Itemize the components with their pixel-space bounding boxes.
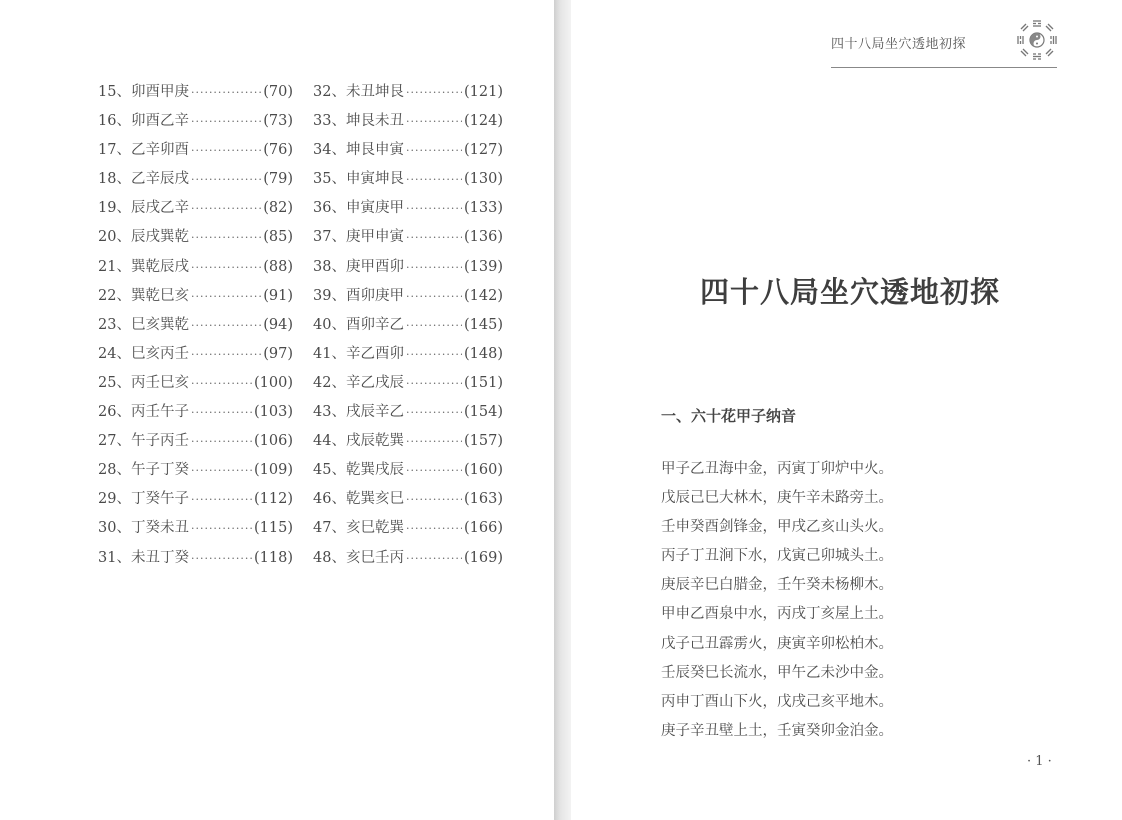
toc-entry [313,80,503,109]
toc-page-number: (94) [263,316,293,333]
toc-entry-title: 35、申寅坤艮 [313,171,404,188]
toc-page-number: (169) [464,549,503,566]
toc-entry-title: 17、乙辛卯酉 [98,142,189,159]
toc-entry-title: 42、辛乙戌辰 [313,374,404,391]
toc-entry-title: 47、亥巳乾巽 [313,520,404,537]
toc-entry [313,400,503,429]
toc-leader-dots [406,435,462,448]
toc-leader-dots [406,144,462,157]
toc-entry [313,342,503,371]
toc-leader-dots [406,406,462,419]
toc-entry [98,196,293,225]
toc-entry [313,516,503,545]
header-rule [831,67,1057,68]
toc-entry [98,487,293,516]
toc-page-number: (166) [464,520,503,537]
toc-page-number: (136) [464,229,503,246]
toc-entry [98,109,293,138]
toc-entry [98,255,293,284]
toc-entry-title: 31、未丑丁癸 [98,549,189,566]
verse-line: 丙申丁酉山下火，戊戌己亥平地木。 [661,693,893,710]
toc-entry-title: 27、午子丙壬 [98,433,189,450]
toc-page-number: (118) [254,549,293,566]
toc-entry [313,167,503,196]
toc-page-number: (139) [464,258,503,275]
toc-entry [313,458,503,487]
toc-entry [98,138,293,167]
toc-entry [313,284,503,313]
toc-entry-title: 43、戌辰辛乙 [313,404,404,421]
toc-page-number: (142) [464,287,503,304]
toc-entry-title: 38、庚甲酉卯 [313,258,404,275]
toc-entry-title: 23、巳亥巽乾 [98,316,189,333]
toc-entry-title: 19、辰戌乙辛 [98,200,189,217]
toc-leader-dots [191,173,261,186]
toc-page-number: (100) [254,374,293,391]
toc-page-number: (148) [464,345,503,362]
toc-page-number: (127) [464,142,503,159]
toc-leader-dots [406,261,462,274]
toc-entry [98,80,293,109]
toc-entry-title: 40、酉卯辛乙 [313,316,404,333]
toc-page-number: (97) [263,345,293,362]
toc-entry-title: 24、巳亥丙壬 [98,345,189,362]
chapter-title: 四十八局坐穴透地初探 [700,275,1001,309]
toc-entry-title: 15、卯酉甲庚 [98,84,189,100]
toc-page-number: (109) [254,462,293,479]
toc-entry [313,109,503,138]
toc-leader-dots [191,261,261,274]
toc-page-number: (70) [263,84,293,100]
toc-leader-dots [191,406,252,419]
toc-entry-title: 30、丁癸未丑 [98,520,189,537]
toc-entry [98,284,293,313]
toc-entry [98,371,293,400]
toc-leader-dots [406,290,462,303]
toc-entry [98,516,293,545]
toc-leader-dots [406,319,462,332]
toc-page-number: (157) [464,433,503,450]
toc-page-number: (121) [464,84,503,100]
toc-leader-dots [191,493,252,506]
toc-entry [98,546,293,575]
toc-entry [98,225,293,254]
toc-entry-title: 36、申寅庚甲 [313,200,404,217]
toc-entry-title: 37、庚甲申寅 [313,229,404,246]
toc-entry-title: 41、辛乙酉卯 [313,345,404,362]
toc-entry-title: 48、亥巳壬丙 [313,549,404,566]
toc-entry [313,546,503,575]
toc-entry [313,487,503,516]
toc-leader-dots [191,202,261,215]
toc-entry [98,458,293,487]
toc-entry-title: 25、丙壬巳亥 [98,374,189,391]
page-number: · 1 · [1027,754,1052,769]
toc-page-number: (163) [464,491,503,508]
toc-entry [313,429,503,458]
toc-entry-title: 45、乾巽戌辰 [313,462,404,479]
toc-entry [313,196,503,225]
toc-entry-title: 28、午子丁癸 [98,462,189,479]
toc-entry-title: 22、巽乾巳亥 [98,287,189,304]
toc-entry-title: 32、未丑坤艮 [313,84,404,100]
toc-leader-dots [191,290,261,303]
toc-leader-dots [406,115,462,128]
toc-entry-title: 44、戌辰乾巽 [313,433,404,450]
toc-entry-title: 46、乾巽亥巳 [313,491,404,508]
toc-leader-dots [191,377,252,390]
toc-entry [98,342,293,371]
toc-page-number: (82) [263,200,293,217]
toc-column-2 [313,80,503,575]
verse-line: 丙子丁丑涧下水，戊寅己卯城头土。 [661,548,893,565]
toc-leader-dots [191,86,261,99]
running-header: 四十八局坐穴透地初探 [831,37,967,52]
toc-page-number: (130) [464,171,503,188]
book-gutter-right [560,0,571,820]
toc-entry-title: 16、卯酉乙辛 [98,113,189,130]
toc-leader-dots [191,231,261,244]
toc-leader-dots [191,435,252,448]
toc-page-number: (85) [263,229,293,246]
toc-entry [313,138,503,167]
verse-line: 庚子辛丑壁上土，壬寅癸卯金泊金。 [661,722,893,739]
toc-page-number: (79) [263,171,293,188]
toc-page-number: (106) [254,433,293,450]
toc-entry-title: 33、坤艮未丑 [313,113,404,130]
toc-entry-title: 34、坤艮申寅 [313,142,404,159]
toc-leader-dots [191,319,261,332]
toc-entry [98,429,293,458]
toc-leader-dots [406,552,462,565]
toc-entry-title: 18、乙辛辰戌 [98,171,189,188]
verse-line: 甲申乙酉泉中水，丙戌丁亥屋上土。 [661,606,893,623]
toc-leader-dots [406,464,462,477]
toc-leader-dots [406,231,462,244]
toc-leader-dots [406,202,462,215]
toc-entry [98,167,293,196]
toc-entry [313,255,503,284]
toc-page-number: (112) [254,491,293,508]
toc-page-number: (88) [263,258,293,275]
toc-entry-title: 26、丙壬午子 [98,404,189,421]
toc-page-number: (73) [263,113,293,130]
verse-line: 壬辰癸巳长流水，甲午乙未沙中金。 [661,664,893,681]
verse-line: 戊子己丑霹雳火，庚寅辛卯松柏木。 [661,635,893,652]
toc-leader-dots [191,144,261,157]
toc-entry [313,313,503,342]
toc-entry-title: 20、辰戌巽乾 [98,229,189,246]
toc-page-number: (160) [464,462,503,479]
toc-entry-title: 21、巽乾辰戌 [98,258,189,275]
toc-leader-dots [406,86,462,99]
verse-line: 戊辰己巳大林木，庚午辛未路旁土。 [661,490,893,507]
toc-leader-dots [406,348,462,361]
toc-leader-dots [406,493,462,506]
toc-page-number: (124) [464,113,503,130]
left-page [0,0,554,820]
toc-page-number: (151) [464,374,503,391]
toc-page-number: (154) [464,404,503,421]
toc-leader-dots [191,348,261,361]
verse-block [661,457,906,748]
toc-entry [313,225,503,254]
toc-page-number: (76) [263,142,293,159]
toc-leader-dots [406,377,462,390]
toc-leader-dots [191,115,261,128]
toc-entry [313,371,503,400]
toc-entry-title: 39、酉卯庚甲 [313,287,404,304]
toc-page-number: (133) [464,200,503,217]
toc-entry [98,400,293,429]
toc-page-number: (103) [254,404,293,421]
toc-leader-dots [406,522,462,535]
toc-entry-title: 29、丁癸午子 [98,491,189,508]
toc-leader-dots [191,464,252,477]
verse-line: 庚辰辛巳白腊金，壬午癸未杨柳木。 [661,577,893,594]
bagua-icon [1014,17,1060,63]
toc-leader-dots [191,522,252,535]
verse-line: 甲子乙丑海中金，丙寅丁卯炉中火。 [661,461,893,477]
verse-line: 壬申癸酉剑锋金，甲戌乙亥山头火。 [661,519,893,536]
toc-leader-dots [406,173,462,186]
toc-page-number: (91) [263,287,293,304]
toc-column-1 [98,80,293,575]
toc-page-number: (115) [254,520,293,537]
toc-entry [98,313,293,342]
section-heading: 一、六十花甲子纳音 [661,407,797,425]
toc-leader-dots [191,552,252,565]
toc-page-number: (145) [464,316,503,333]
